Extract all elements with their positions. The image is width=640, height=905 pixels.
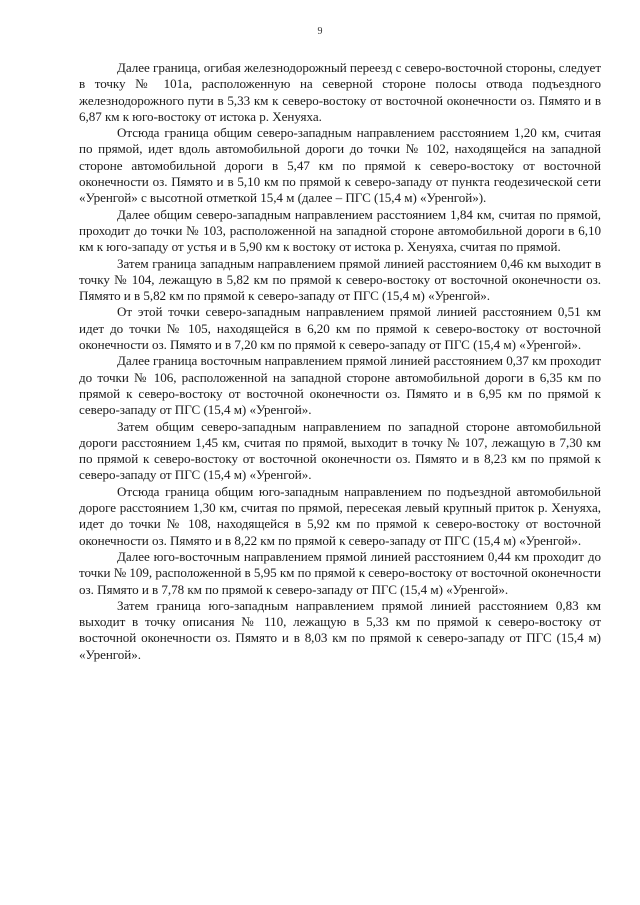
paragraph: Далее общим северо-западным направлением расстоянием 1,84 км, считая по прямой, проходит до точки № 103, расположенной на западной стороне автомобильной дороги в 6,10 км к юго-западу от устья и в 5,90 км к востоку от истока р. Хенуяха, считая по прямой. xyxy=(79,206,601,255)
paragraph: Отсюда граница общим юго-западным направлением по подъездной автомобильной дороге расстоянием 1,30 км, считая по прямой, пересекая левый крупный приток р. Хенуяха, идет до точки № 108, находящейся в 5,92 км по прямой к северо-востоку от восточной оконечности оз. Пямято и в 8,22 км по прямой к северо-западу от ПГС (15,4 м) «Уренгой». xyxy=(79,483,601,548)
paragraph: Отсюда граница общим северо-западным направлением расстоянием 1,20 км, считая по прямой, идет вдоль автомобильной дороги до точки № 102, находящейся на западной стороне автомобильной дороги в 5,47 км по прямой к северо-востоку от восточной оконечности оз. Пямято и в 5,10 км по прямой к северо-западу от пункта геодезической сети «Уренгой» с высотной отметкой 15,4 м (далее – ПГС (15,4 м) «Уренгой»). xyxy=(79,125,601,206)
paragraph: Далее граница, огибая железнодорожный переезд с северо-восточной стороны, следует в точку № 101а, расположенную на северной стороне полосы отвода подъездного железнодорожного пути в 5,33 км к северо-востоку от восточной оконечности оз. Пямято и в 6,87 км к юго-востоку от истока р. Хенуяха. xyxy=(79,60,601,124)
paragraph: Затем граница западным направлением прямой линией расстоянием 0,46 км выходит в точку № 104, лежащую в 5,82 км по прямой к северо-востоку от восточной оконечности оз. Пямято и в 5,82 км по прямой к северо-западу от ПГС (15,4 м) «Уренгой». xyxy=(79,255,601,304)
paragraph: Затем общим северо-западным направлением по западной стороне автомобильной дороги расстоянием 1,45 км, считая по прямой, выходит в точку № 107, лежащую в 7,30 км по прямой к северо-востоку от восточной оконечности оз. Пямято и в 8,23 км по прямой к северо-западу от ПГС (15,4 м) «Уренгой». xyxy=(79,418,601,483)
document-body xyxy=(79,60,601,663)
paragraph: Далее юго-восточным направлением прямой линией расстоянием 0,44 км проходит до точки № 109, расположенной в 5,95 км по прямой к северо-востоку от восточной оконечности оз. Пямято и в 7,78 км по прямой к северо-западу от ПГС (15,4 м) «Уренгой». xyxy=(79,548,601,597)
page-number: 9 xyxy=(317,26,323,37)
paragraph: Далее граница восточным направлением прямой линией расстоянием 0,37 км проходит до точки № 106, расположенной на западной стороне автомобильной дороги в 6,35 км по прямой к северо-востоку от восточной оконечности оз. Пямято и в 6,95 км по прямой к северо-западу от ПГС (15,4 м) «Уренгой». xyxy=(79,353,601,418)
paragraph: Затем граница юго-западным направлением прямой линией расстоянием 0,83 км выходит в точку описания № 110, лежащую в 5,33 км по прямой к северо-востоку от восточной оконечности оз. Пямято и в 8,03 км по прямой к северо-западу от ПГС (15,4 м) «Уренгой». xyxy=(79,597,601,662)
paragraph: От этой точки северо-западным направлением прямой линией расстоянием 0,51 км идет до точки № 105, находящейся в 6,20 км по прямой к северо-востоку от восточной оконечности оз. Пямято и в 7,20 км по прямой к северо-западу от ПГС (15,4 м) «Уренгой». xyxy=(79,304,601,353)
